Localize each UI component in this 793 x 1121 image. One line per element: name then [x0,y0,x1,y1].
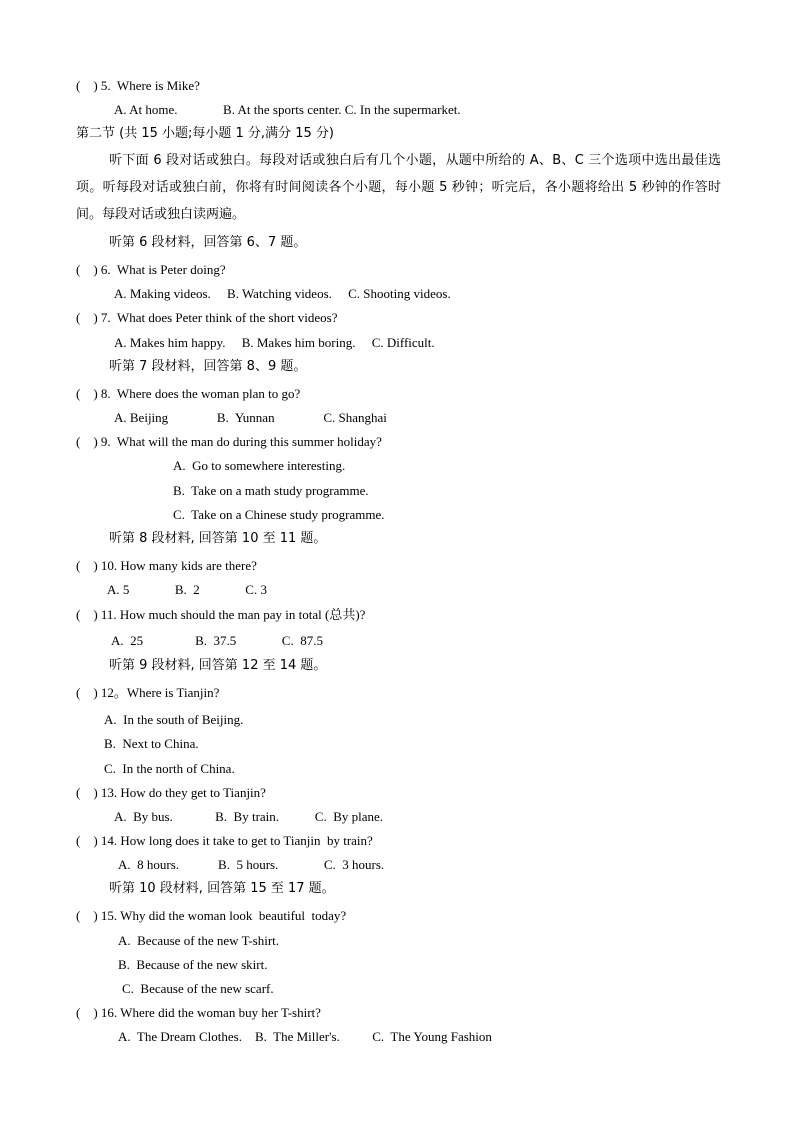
q15-option-a: A. Because of the new T-shirt. [118,933,280,948]
q13-options: A. By bus. B. By train. C. By plane. [114,809,384,824]
q15-stem: ( ) 15. Why did the woman look beautiful today? [76,908,347,923]
material-8-heading: 听第 8 段材料, 回答第 10 至 11 题。 [109,531,327,546]
q14-options: A. 8 hours. B. 5 hours. C. 3 hours. [118,857,385,872]
material-10-heading: 听第 10 段材料, 回答第 15 至 17 题。 [109,881,335,896]
q12-stem: ( ) 12。Where is Tianjin? [76,685,220,700]
material-6-heading: 听第 6 段材料，回答第 6、7 题。 [109,235,307,250]
q5-stem: ( ) 5. Where is Mike? [76,78,200,93]
material-9-heading: 听第 9 段材料, 回答第 12 至 14 题。 [109,658,327,673]
q16-stem: ( ) 16. Where did the woman buy her T-shirt? [76,1005,321,1020]
q10-options: A. 5 B. 2 C. 3 [107,582,267,597]
q9-option-c: C. Take on a Chinese study programme. [173,507,385,522]
material-7-heading: 听第 7 段材料，回答第 8、9 题。 [109,359,307,374]
q12-option-c: C. In the north of China. [104,761,235,776]
section2-instructions: 听下面 6 段对话或独白。每段对话或独白后有几个小题，从题中所给的 A、B、C 三个选项中选出最佳选项。听每段对话或独白前，你将有时间阅读各个小题，每小题 5 秒钟；听完后，各小题将给出 5 秒钟的作答时间。每段对话或独白读两遍。 [76,153,721,222]
q14-stem: ( ) 14. How long does it take to get to Tianjin by train? [76,833,373,848]
q13-stem: ( ) 13. How do they get to Tianjin? [76,785,266,800]
q8-options: A. Beijing B. Yunnan C. Shanghai [114,410,387,425]
q5-options: A. At home. B. At the sports center. C. In the supermarket. [114,102,461,117]
q9-option-b: B. Take on a math study programme. [173,483,369,498]
q10-stem: ( ) 10. How many kids are there? [76,558,257,573]
section2-heading: 第二节 (共 15 小题;每小题 1 分,满分 15 分) [76,126,334,141]
q15-option-c: C. Because of the new scarf. [122,981,274,996]
q6-stem: ( ) 6. What is Peter doing? [76,262,226,277]
q7-options: A. Makes him happy. B. Makes him boring. C. Difficult. [114,335,435,350]
q9-option-a: A. Go to somewhere interesting. [173,458,346,473]
q8-stem: ( ) 8. Where does the woman plan to go? [76,386,301,401]
q11-stem: ( ) 11. How much should the man pay in total (总共)? [76,607,366,622]
q15-option-b: B. Because of the new skirt. [118,957,268,972]
q12-option-a: A. In the south of Beijing. [104,712,244,727]
q12-option-b: B. Next to China. [104,736,199,751]
q6-options: A. Making videos. B. Watching videos. C. Shooting videos. [114,286,451,301]
q9-stem: ( ) 9. What will the man do during this summer holiday? [76,434,382,449]
q7-stem: ( ) 7. What does Peter think of the short videos? [76,310,338,325]
q16-options: A. The Dream Clothes. B. The Miller's. C. The Young Fashion [118,1029,492,1044]
q11-options: A. 25 B. 37.5 C. 87.5 [111,633,323,648]
